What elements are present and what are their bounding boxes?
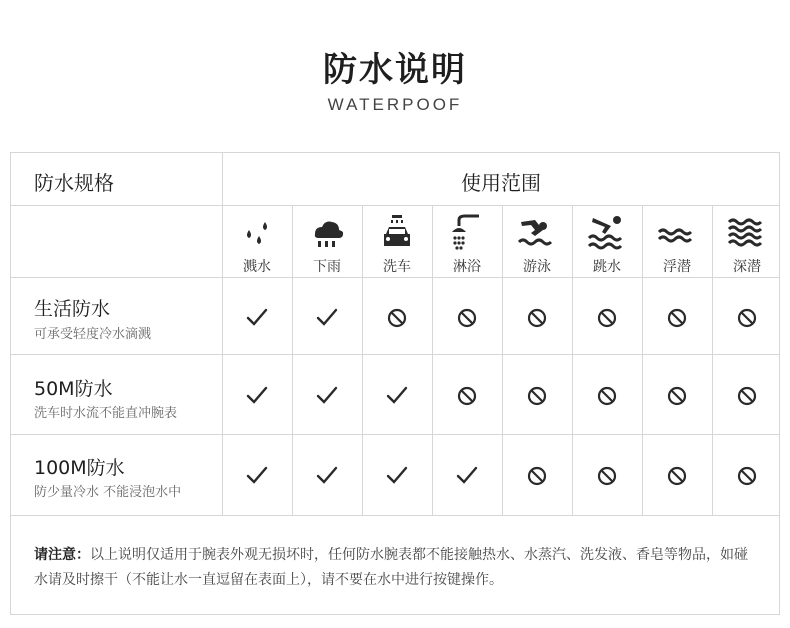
category-label: 跳水 bbox=[593, 259, 621, 275]
category-label: 深潜 bbox=[733, 259, 761, 275]
prohibited-icon bbox=[454, 383, 480, 409]
car-wash-icon bbox=[377, 214, 417, 250]
prohibited-icon bbox=[524, 463, 550, 489]
prohibited-icon bbox=[594, 383, 620, 409]
row-title-50m: 50M防水 bbox=[34, 378, 113, 400]
prohibited-icon bbox=[594, 305, 620, 331]
swimmer-icon bbox=[517, 214, 557, 250]
prohibited-icon bbox=[734, 463, 760, 489]
prohibited-icon bbox=[594, 463, 620, 489]
spec-header: 防水规格 bbox=[34, 171, 114, 195]
check-icon bbox=[454, 463, 480, 489]
row-subtitle-100m: 防少量冷水 不能浸泡水中 bbox=[34, 485, 182, 500]
diver-icon bbox=[587, 214, 627, 250]
category-label: 淋浴 bbox=[453, 259, 481, 275]
notice-text: 以上说明仅适用于腕表外观无损坏时，任何防水腕表都不能接触热水、水蒸汽、洗发液、香皂等物品，如碰水请及时擦干（不能让水一直逗留在表面上），请不要在水中进行按键操作。 bbox=[34, 547, 748, 588]
scope-header: 使用范围 bbox=[461, 171, 541, 195]
category-label: 溅水 bbox=[243, 259, 271, 275]
prohibited-icon bbox=[664, 383, 690, 409]
water-drops-icon bbox=[237, 216, 277, 252]
check-icon bbox=[384, 383, 410, 409]
prohibited-icon bbox=[384, 305, 410, 331]
row-subtitle-daily: 可承受轻度冷水滴溅 bbox=[34, 327, 152, 342]
rain-cloud-icon bbox=[307, 214, 347, 250]
notice bbox=[34, 543, 754, 593]
prohibited-icon bbox=[734, 305, 760, 331]
check-icon bbox=[244, 383, 270, 409]
check-icon bbox=[244, 463, 270, 489]
row-title-daily: 生活防水 bbox=[34, 298, 111, 320]
page-subtitle: WATERPOOF bbox=[327, 95, 463, 114]
category-label: 下雨 bbox=[313, 259, 341, 275]
check-icon bbox=[314, 463, 340, 489]
deep-waves-icon bbox=[727, 214, 767, 250]
category-label: 浮潜 bbox=[663, 259, 691, 275]
category-label: 游泳 bbox=[523, 259, 551, 275]
page-title: 防水说明 bbox=[323, 50, 467, 90]
prohibited-icon bbox=[664, 463, 690, 489]
prohibited-icon bbox=[524, 305, 550, 331]
shower-icon bbox=[447, 214, 487, 250]
check-icon bbox=[244, 305, 270, 331]
prohibited-icon bbox=[734, 383, 760, 409]
prohibited-icon bbox=[524, 383, 550, 409]
check-icon bbox=[384, 463, 410, 489]
check-icon bbox=[314, 305, 340, 331]
waves-icon bbox=[657, 216, 697, 252]
prohibited-icon bbox=[454, 305, 480, 331]
row-title-100m: 100M防水 bbox=[34, 457, 125, 479]
category-label: 洗车 bbox=[383, 259, 411, 275]
row-subtitle-50m: 洗车时水流不能直冲腕表 bbox=[34, 406, 178, 421]
notice-label: 请注意： bbox=[34, 547, 90, 563]
prohibited-icon bbox=[664, 305, 690, 331]
check-icon bbox=[314, 383, 340, 409]
